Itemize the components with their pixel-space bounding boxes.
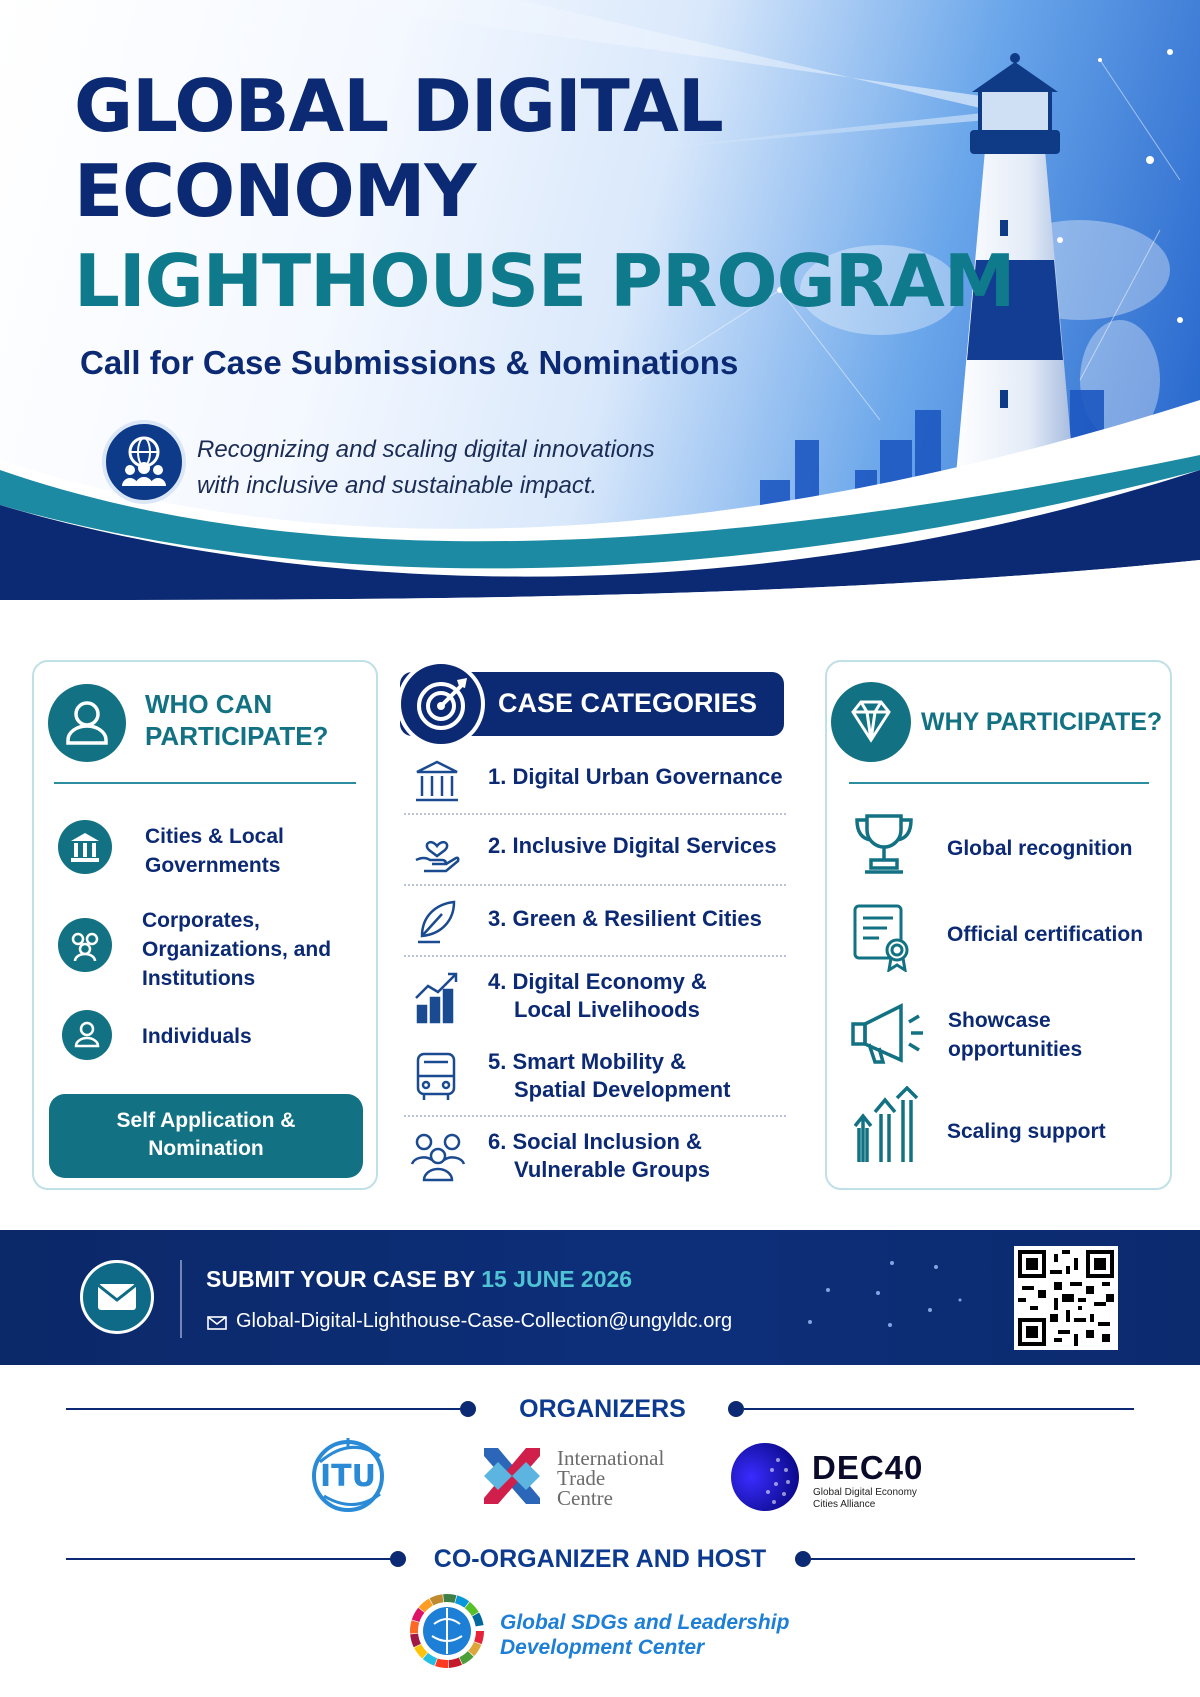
category-line: 4. Digital Economy & (488, 969, 707, 994)
hero-banner (0, 0, 1200, 610)
bus-icon (412, 1050, 460, 1109)
self-application-button[interactable] (49, 1094, 363, 1178)
itc-logo-mark (476, 1440, 548, 1512)
cta-line-1: Self Application & (116, 1109, 296, 1132)
host-logo-text (500, 1610, 789, 1660)
who-divider (54, 782, 356, 784)
why-item-recognition (947, 834, 1133, 863)
band-divider (180, 1260, 182, 1338)
submit-email-link[interactable]: Global-Digital-Lighthouse-Case-Collection@ungyldc.org (236, 1310, 733, 1332)
subtitle: Call for Case Submissions & Nominations (80, 344, 739, 381)
dec40-subtitle (813, 1487, 917, 1511)
itc-logo-text (557, 1448, 664, 1508)
who-heading-line-1: WHO CAN (145, 689, 273, 719)
itc-line: Centre (557, 1486, 613, 1510)
tagline-line-1: Recognizing and scaling digital innovations (197, 436, 655, 463)
why-item-showcase (948, 1006, 1082, 1064)
tagline (197, 432, 655, 504)
coorg-line-right (811, 1558, 1135, 1560)
who-can-participate-card (32, 660, 378, 1190)
category-item (488, 763, 783, 791)
who-item-corporates (142, 906, 331, 993)
who-item-line: Cities & Local (145, 825, 284, 848)
tagline-line-2: with inclusive and sustainable impact. (197, 472, 598, 499)
category-line: Local Livelihoods (514, 997, 700, 1022)
itu-logo-text: ITU (320, 1459, 376, 1494)
organizers-line-right (744, 1408, 1134, 1410)
government-building-icon (58, 820, 112, 874)
category-line: 6. Social Inclusion & (488, 1129, 702, 1154)
dec40-globe-icon (728, 1440, 802, 1514)
who-heading (145, 688, 328, 752)
envelope-icon (207, 1316, 227, 1330)
who-item-line: Individuals (142, 1025, 252, 1048)
why-heading: WHY PARTICIPATE? (921, 708, 1163, 736)
itu-logo (308, 1432, 390, 1516)
people-icon (408, 1130, 468, 1187)
submit-deadline (206, 1266, 632, 1293)
host-line: Global SDGs and Leadership (500, 1611, 790, 1634)
organizers-line-left (66, 1408, 466, 1410)
dec40-logo-text: DEC40 (812, 1449, 924, 1486)
coorg-dot-right (795, 1551, 811, 1567)
who-heading-line-2: PARTICIPATE? (145, 721, 329, 751)
why-item-line: Showcase (948, 1009, 1051, 1032)
who-item-line: Organizations, and (142, 938, 332, 961)
category-item (488, 1128, 710, 1184)
coorg-dot-left (390, 1551, 406, 1567)
certificate-icon (851, 902, 915, 977)
category-line: 3. Green & Resilient Cities (488, 906, 762, 931)
coorg-line-left (66, 1558, 396, 1560)
who-item-line: Institutions (142, 967, 256, 990)
qr-code[interactable] (1014, 1246, 1118, 1350)
growth-chart-icon (412, 968, 462, 1031)
submit-band (0, 1230, 1200, 1365)
title-line-2: ECONOMY (74, 149, 476, 233)
itc-line: Trade (557, 1466, 606, 1490)
organizers-dot-left (460, 1401, 476, 1417)
why-item-line: Official certification (947, 923, 1144, 946)
category-line: 2. Inclusive Digital Services (488, 833, 777, 858)
cta-line-2: Nomination (148, 1137, 264, 1160)
person-icon (62, 1010, 112, 1060)
organizers-heading: ORGANIZERS (519, 1395, 686, 1423)
dec40-sub-line: Cities Alliance (813, 1499, 876, 1510)
who-item-line: Governments (145, 854, 281, 877)
mail-icon (80, 1260, 154, 1334)
why-item-line: opportunities (948, 1038, 1083, 1061)
category-line: Vulnerable Groups (514, 1157, 711, 1182)
title-line-1: GLOBAL DIGITAL (74, 64, 723, 148)
who-item-cities (145, 822, 284, 880)
why-divider (849, 782, 1149, 784)
category-divider (404, 813, 786, 815)
leaf-icon (412, 896, 462, 951)
target-icon (397, 660, 485, 748)
submit-label: SUBMIT YOUR CASE BY (206, 1266, 475, 1292)
category-divider (404, 955, 786, 957)
category-divider (404, 1115, 786, 1117)
category-item (488, 968, 707, 1024)
who-item-line: Corporates, (142, 909, 260, 932)
why-item-scaling (947, 1117, 1106, 1146)
why-participate-card (825, 660, 1172, 1190)
dec40-sub-line: Global Digital Economy (813, 1487, 917, 1498)
who-item-individuals (142, 1022, 252, 1051)
why-item-certification (947, 920, 1143, 949)
user-icon (48, 684, 126, 762)
case-categories-title: CASE CATEGORIES (498, 688, 758, 718)
globe-people-icon (102, 420, 186, 504)
group-icon (58, 918, 112, 972)
category-item (488, 832, 777, 860)
diamond-icon (831, 682, 911, 762)
category-item (488, 1048, 730, 1104)
title-line-3: LIGHTHOUSE PROGRAM (74, 239, 1015, 323)
government-building-icon (412, 758, 462, 811)
submit-date: 15 JUNE 2026 (481, 1266, 633, 1292)
organizers-dot-right (728, 1401, 744, 1417)
sparkle-dots (780, 1230, 1000, 1365)
hand-heart-icon (412, 826, 462, 881)
megaphone-icon (849, 998, 925, 1073)
host-line: Development Center (500, 1636, 705, 1659)
sdgs-wheel-logo (408, 1592, 486, 1670)
category-line: 5. Smart Mobility & (488, 1049, 687, 1074)
why-item-line: Scaling support (947, 1120, 1106, 1143)
why-item-line: Global recognition (947, 837, 1133, 860)
category-divider (404, 884, 786, 886)
category-line: 1. Digital Urban Governance (488, 764, 783, 789)
itc-line: International (557, 1446, 665, 1470)
trophy-icon (849, 810, 919, 885)
coorg-heading: CO-ORGANIZER AND HOST (433, 1545, 767, 1573)
category-item (488, 905, 762, 933)
arrows-up-icon (851, 1086, 921, 1171)
category-line: Spatial Development (514, 1077, 731, 1102)
